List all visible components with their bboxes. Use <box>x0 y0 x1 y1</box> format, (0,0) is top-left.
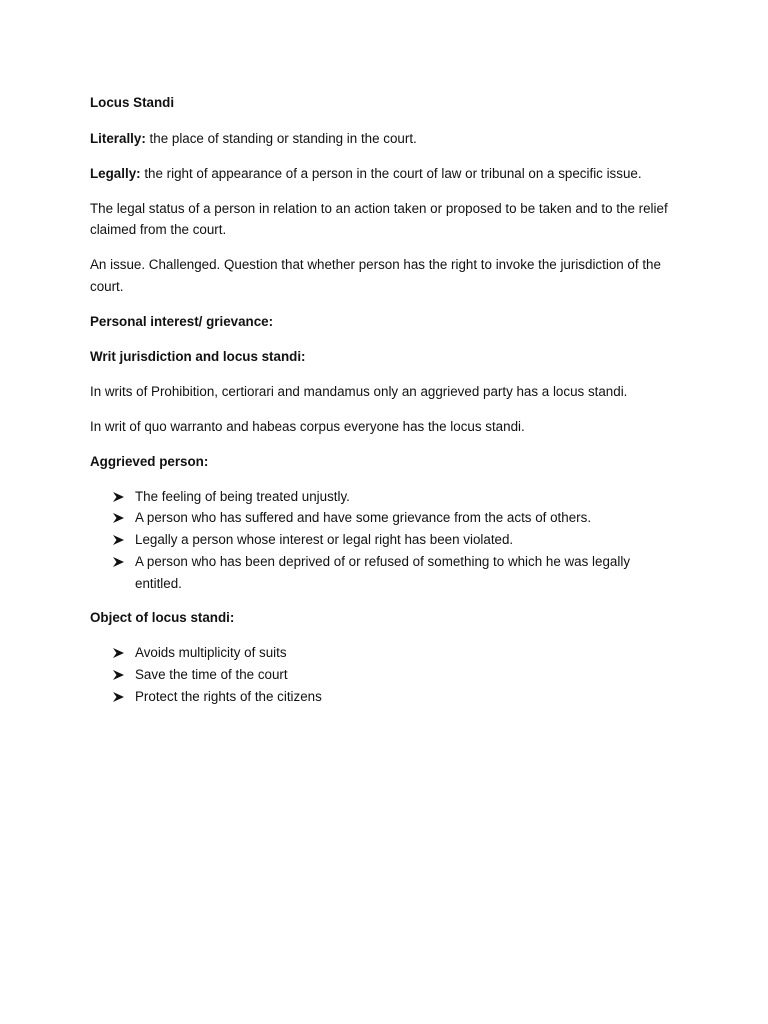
list-item-text: Protect the rights of the citizens <box>135 689 322 705</box>
list-item-text: A person who has been deprived of or refused of something to which he was legally entitled. <box>135 553 631 591</box>
list-item <box>90 642 680 664</box>
list-item-text: Legally a person whose interest or legal right has been violated. <box>135 532 514 548</box>
literally-paragraph <box>90 128 680 150</box>
quo-warranto-paragraph: In writ of quo warranto and habeas corpus everyone has the locus standi. <box>90 418 525 434</box>
literally-text: the place of standing or standing in the court. <box>145 130 417 146</box>
arrowhead-bullet-icon <box>113 492 124 502</box>
arrowhead-bullet-icon <box>113 692 124 702</box>
literally-label: Literally: <box>90 130 146 146</box>
issue-paragraph: An issue. Challenged. Question that whether person has the right to invoke the jurisdiction of the court. <box>90 257 661 294</box>
object-heading: Object of locus standi: <box>90 610 235 626</box>
list-item <box>90 686 680 708</box>
list-item-text: A person who has suffered and have some grievance from the acts of others. <box>135 510 592 526</box>
list-item-text: The feeling of being treated unjustly. <box>135 488 350 504</box>
arrowhead-bullet-icon <box>113 535 124 545</box>
writ-jurisdiction-heading: Writ jurisdiction and locus standi: <box>90 348 306 364</box>
legally-paragraph <box>90 163 680 185</box>
aggrieved-person-list <box>90 486 680 595</box>
list-item-text: Avoids multiplicity of suits <box>135 645 287 661</box>
arrowhead-bullet-icon <box>113 648 124 658</box>
object-list <box>90 642 680 707</box>
list-item <box>90 529 680 551</box>
writs-prohibition-paragraph: In writs of Prohibition, certiorari and mandamus only an aggrieved party has a locus standi. <box>90 383 628 399</box>
arrowhead-bullet-icon <box>113 557 124 567</box>
list-item <box>90 551 680 595</box>
legally-text: the right of appearance of a person in the court of law or tribunal on a specific issue. <box>140 165 642 181</box>
legally-label: Legally: <box>90 165 141 181</box>
list-item <box>90 664 680 686</box>
arrowhead-bullet-icon <box>113 670 124 680</box>
list-item <box>90 507 680 529</box>
legal-status-paragraph: The legal status of a person in relation to an action taken or proposed to be taken and to the relief claimed from the court. <box>90 200 668 237</box>
document-page <box>90 92 680 721</box>
personal-interest-heading: Personal interest/ grievance: <box>90 313 274 329</box>
list-item-text: Save the time of the court <box>135 667 288 683</box>
document-title: Locus Standi <box>90 95 175 110</box>
list-item <box>90 486 680 508</box>
arrowhead-bullet-icon <box>113 513 124 523</box>
aggrieved-person-heading: Aggrieved person: <box>90 453 209 469</box>
